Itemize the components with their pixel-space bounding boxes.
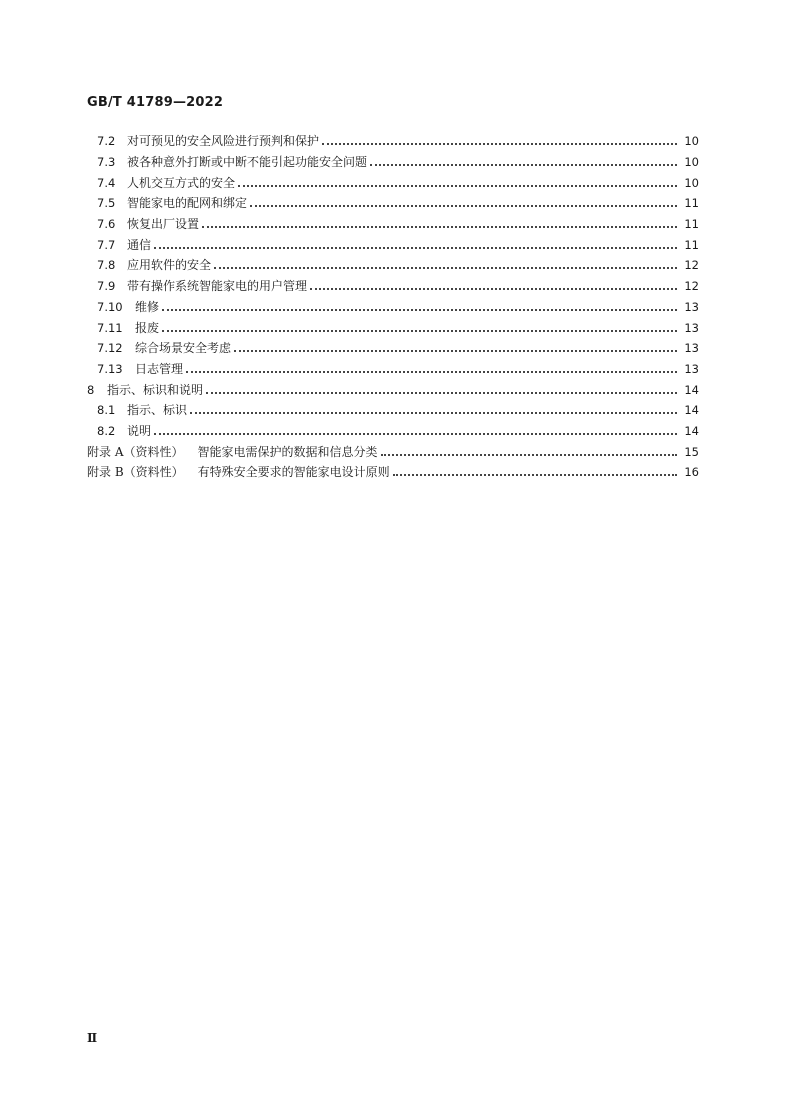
toc-entry-7-12[interactable]: [87, 338, 699, 359]
page-number-roman: Ⅱ: [87, 1031, 98, 1045]
toc-entry-7-11[interactable]: [87, 317, 699, 338]
toc-entry-number: 7.9: [97, 279, 116, 294]
toc-leader-dots: [322, 142, 677, 145]
toc-entry-number: 8.1: [97, 403, 116, 418]
toc-entry-page: 13: [684, 361, 699, 376]
toc-entry-title: 日志管理: [135, 362, 186, 376]
toc-entry-title: 指示、标识和说明: [107, 383, 206, 397]
toc-leader-dots: [381, 453, 678, 456]
toc-entry-title: 带有操作系统智能家电的用户管理: [127, 279, 310, 293]
toc-entry-number: 7.2: [97, 134, 116, 149]
document-id-header: GB/T 41789—2022: [87, 95, 224, 110]
toc-leader-dots: [162, 308, 677, 311]
toc-entry-title: 综合场景安全考虑: [135, 341, 234, 355]
toc-leader-dots: [162, 329, 677, 332]
toc-entry-number: 附录 B（资料性）: [87, 465, 184, 480]
toc-entry-number: 7.4: [97, 175, 116, 190]
toc-entry-7-8[interactable]: [87, 255, 699, 276]
toc-entry-annex-b[interactable]: [87, 462, 699, 483]
toc-leader-dots: [190, 411, 677, 414]
toc-entry-number: 8.2: [97, 423, 116, 438]
toc-entry-7-13[interactable]: [87, 359, 699, 380]
toc-entry-8[interactable]: [87, 379, 699, 400]
toc-entry-number: 7.12: [97, 341, 123, 356]
toc-entry-page: 16: [684, 465, 699, 480]
toc-leader-dots: [238, 184, 677, 187]
toc-entry-7-10[interactable]: [87, 297, 699, 318]
toc-entry-number: 7.11: [97, 320, 123, 335]
toc-leader-dots: [370, 163, 677, 166]
toc-entry-page: 11: [684, 196, 699, 211]
toc-leader-dots: [186, 370, 677, 373]
toc-entry-title: 人机交互方式的安全: [127, 176, 238, 190]
toc-entry-page: 15: [684, 444, 699, 459]
toc-entry-title: 应用软件的安全: [127, 258, 214, 272]
toc-entry-page: 13: [684, 299, 699, 314]
toc-entry-number: 7.8: [97, 258, 116, 273]
toc-entry-title: 被各种意外打断或中断不能引起功能安全问题: [127, 155, 370, 169]
toc-entry-title: 通信: [127, 238, 154, 252]
toc-entry-number: 7.3: [97, 155, 116, 170]
toc-entry-title: 维修: [135, 300, 162, 314]
toc-leader-dots: [206, 391, 677, 394]
toc-entry-title: 对可预见的安全风险进行预判和保护: [127, 134, 322, 148]
toc-entry-page: 10: [684, 155, 699, 170]
toc-entry-title: 有特殊安全要求的智能家电设计原则: [198, 465, 393, 479]
toc-entry-7-2[interactable]: [87, 131, 699, 152]
toc-entry-8-2[interactable]: [87, 421, 699, 442]
toc-entry-title: 恢复出厂设置: [127, 217, 202, 231]
toc-entry-number: 8: [87, 382, 95, 397]
toc-entry-7-7[interactable]: [87, 234, 699, 255]
toc-entry-7-4[interactable]: [87, 172, 699, 193]
toc-entry-title: 智能家电需保护的数据和信息分类: [197, 445, 380, 459]
toc-entry-page: 10: [684, 134, 699, 149]
toc-entry-number: 7.13: [97, 361, 123, 376]
toc-leader-dots: [250, 204, 677, 207]
toc-entry-page: 10: [684, 175, 699, 190]
toc-entry-number: 7.7: [97, 237, 116, 252]
toc-entry-title: 说明: [127, 424, 154, 438]
toc-entry-page: 11: [684, 237, 699, 252]
toc-entry-page: 12: [684, 258, 699, 273]
toc-entry-page: 14: [684, 382, 699, 397]
toc-entry-page: 13: [684, 341, 699, 356]
toc-entry-number: 7.6: [97, 217, 116, 232]
toc-entry-page: 13: [684, 320, 699, 335]
toc-entry-annex-a[interactable]: [87, 441, 699, 462]
toc-entry-7-5[interactable]: [87, 193, 699, 214]
toc-entry-title: 报废: [135, 321, 162, 335]
toc-entry-page: 14: [684, 423, 699, 438]
toc-entry-page: 12: [684, 279, 699, 294]
toc-entry-page: 14: [684, 403, 699, 418]
table-of-contents: [87, 131, 699, 483]
toc-entry-page: 11: [684, 217, 699, 232]
toc-entry-7-3[interactable]: [87, 152, 699, 173]
toc-leader-dots: [154, 432, 677, 435]
toc-leader-dots: [393, 473, 677, 476]
toc-leader-dots: [202, 225, 677, 228]
toc-leader-dots: [154, 246, 677, 249]
toc-entry-number: 7.10: [97, 299, 123, 314]
toc-entry-8-1[interactable]: [87, 400, 699, 421]
toc-entry-7-6[interactable]: [87, 214, 699, 235]
toc-entry-number: 附录 A（资料性）: [87, 444, 184, 459]
toc-leader-dots: [310, 287, 677, 290]
toc-entry-7-9[interactable]: [87, 276, 699, 297]
toc-entry-title: 智能家电的配网和绑定: [127, 196, 250, 210]
toc-leader-dots: [234, 349, 677, 352]
toc-entry-number: 7.5: [97, 196, 116, 211]
toc-entry-title: 指示、标识: [127, 403, 190, 417]
toc-leader-dots: [214, 266, 677, 269]
